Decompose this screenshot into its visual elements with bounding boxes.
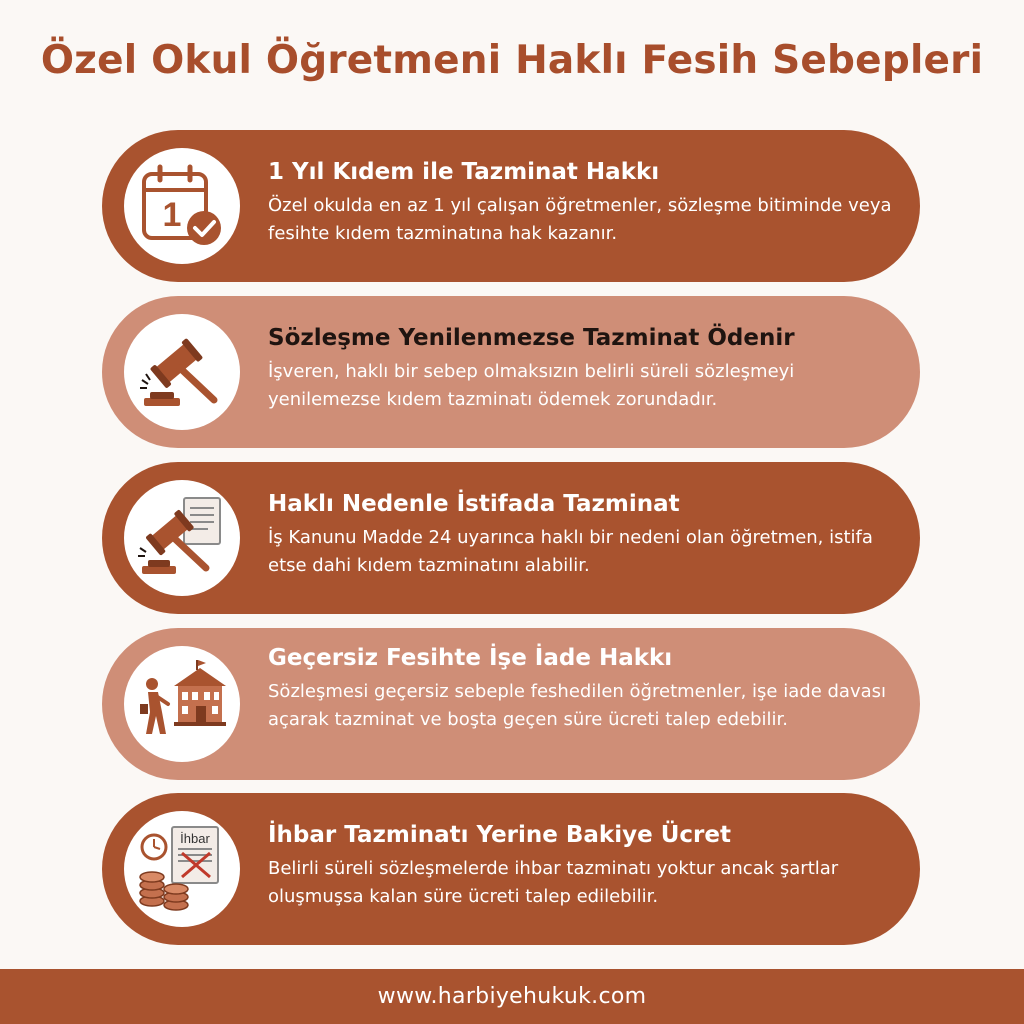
card-title: 1 Yıl Kıdem ile Tazminat Hakkı	[268, 159, 660, 185]
calendar-day: 1	[162, 196, 182, 234]
footer-website-link[interactable]: www.harbiyehukuk.com	[0, 969, 1024, 1024]
card-description: İşveren, haklı bir sebep olmaksızın belirli süreli sözleşmeyi yenilemezse kıdem tazminatı ödemek zorundadır.	[268, 361, 795, 410]
card-title: Sözleşme Yenilenmezse Tazminat Ödenir	[268, 325, 795, 351]
card-sozlesme-yenilenmezse	[102, 296, 920, 448]
card-hakli-istifa	[102, 462, 920, 614]
card-title: İhbar Tazminatı Yerine Bakiye Ücret	[268, 822, 731, 848]
page-title: Özel Okul Öğretmeni Haklı Fesih Sebepleri	[40, 38, 984, 83]
icon-circle	[124, 314, 240, 430]
gavel-icon	[138, 328, 226, 416]
card-ise-iade	[102, 628, 920, 780]
card-description: Özel okulda en az 1 yıl çalışan öğretmenler, sözleşme bitiminde veya fesihte kıdem tazminatına hak kazanır.	[268, 195, 892, 244]
card-kidem-tazminat	[102, 130, 920, 282]
document-label: İhbar	[180, 831, 210, 846]
card-description: İş Kanunu Madde 24 uyarınca haklı bir nedeni olan öğretmen, istifa etse dahi kıdem tazminatını alabilir.	[268, 527, 873, 576]
coins-clock-document-icon	[138, 825, 226, 913]
card-bakiye-ucret	[102, 793, 920, 945]
card-description: Sözleşmesi geçersiz sebeple feshedilen öğretmenler, işe iade davası açarak tazminat ve boşta geçen süre ücreti talep edebilir.	[268, 681, 887, 730]
card-title: Haklı Nedenle İstifada Tazminat	[268, 491, 680, 517]
person-school-icon	[138, 660, 226, 748]
icon-circle	[124, 646, 240, 762]
gavel-document-icon	[138, 494, 226, 582]
icon-circle	[124, 811, 240, 927]
icon-circle	[124, 148, 240, 264]
calendar-check-icon	[138, 162, 226, 250]
card-title: Geçersiz Fesihte İşe İade Hakkı	[268, 645, 673, 671]
icon-circle	[124, 480, 240, 596]
card-description: Belirli süreli sözleşmelerde ihbar tazminatı yoktur ancak şartlar oluşmuşsa kalan süre ücreti talep edilebilir.	[268, 858, 839, 907]
